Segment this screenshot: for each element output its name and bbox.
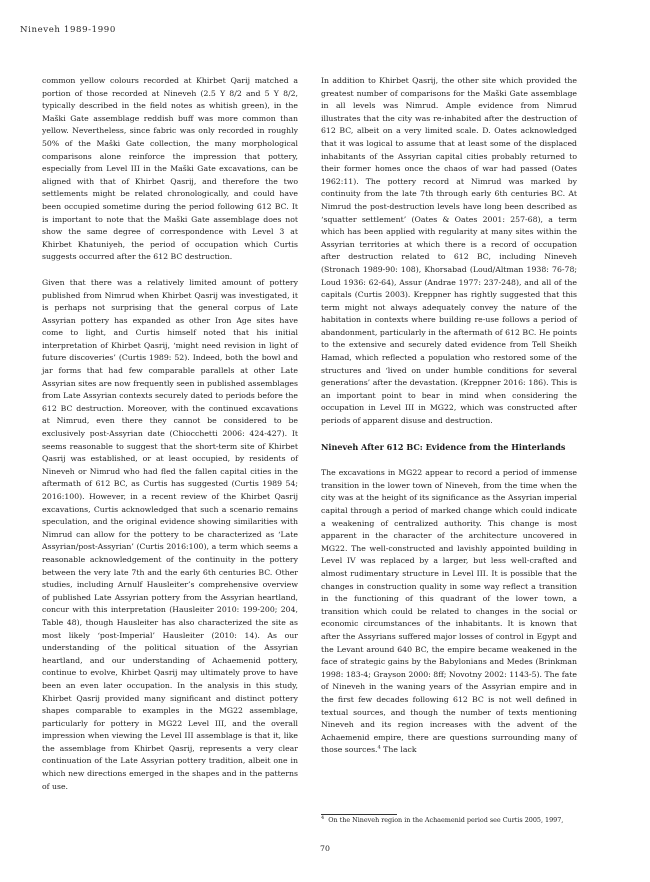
footnote-number: 4 bbox=[321, 814, 325, 821]
body-paragraph: In addition to Khirbet Qasrij, the other site which provided the greatest number of comparisons for the Maški Gate assemblage in all levels was Nimrud. Ample evidence from Nimrud illustrates that the city was re-inhabited after the destruction of 612 BC, albeit on a very limited scale. D. Oates acknowledged that it was logical to assume that at least some of the displaced inhabitants of the Assyrian capital cities probably returned to their former homes once the chaos of war had passed (Oates 1962:11). The pottery record at Nimrud was marked by continuity from the late 7th through early 6th centuries BC. At Nimrud the post-destruction levels have long been described as ‘squatter settlement’ (Oates & Oates 2001: 257-68), a term which has been applied with regularity at many sites within the Assyrian territories at which there is a record of occupation after destruction related to 612 BC, including Nineveh (Stronach 1989-90: 108), Khorsabad (Loud/Altman 1938: 76-78; Loud 1936: 62-64), Assur (Andrae 1977: 237-248), and all of the capitals (Curtis 2003). Kreppner has rightly suggested that this term might not always adequately convey the nature of the habitation in contexts where building re-use follows a period of abandonment, particularly in the aftermath of 612 BC. He points to the extensive and securely dated evidence from Tell Sheikh Hamad, which reflected a population who restored some of the structures and ‘lived on under humble conditions for several generations’ after the devastation. (Kreppner 2016: 186). This is an important point to bear in mind when considering the occupation in Level III in MG22, which was constructed after periods of apparent disuse and destruction. bbox=[321, 76, 577, 426]
footnote bbox=[321, 816, 591, 825]
footnote-divider bbox=[321, 814, 397, 815]
right-column bbox=[321, 75, 577, 757]
body-paragraph: common yellow colours recorded at Khirbet Qarij matched a portion of those recorded at Nineveh (2.5 Y 8/2 and 5 Y 8/2, typically described in the field notes as whitish green), in the Maški Gate assemblage reddish buff was more common than yellow. Nevertheless, since fabric was only recorded in roughly 50% of the Maški Gate collection, the many morphological comparisons alone reinforce the impression that pottery, especially from Level III in the Maški Gate excavations, can be aligned with that of Khirbet Qasrij, and therefore the two settlements might be related chronologically, and could have been occupied sometime during the period following 612 BC. It is important to note that the Maški Gate assemblage does not show the same degree of correspondence with Level 3 at Khirbet Khatuniyeh, the period of occupation which Curtis suggests occurred after the 612 BC destruction. bbox=[42, 76, 298, 262]
footnote-text: On the Nineveh region in the Achaemenid period see Curtis 2005, 1997, bbox=[328, 816, 564, 824]
paragraph-text: The excavations in MG22 appear to record a period of immense transition in the lower town of Nineveh, from the time when the city was at the height of its significance as the Assyrian imperial capital through a period of marked change which could indicate a weakening of centralized authority. This change is most apparent in the character of the architecture uncovered in MG22. The well-constructed and lavishly appointed building in Level IV was replaced by a larger, but less well-crafted and almost rudimentary structure in Level III. It is possible that the changes in construction quality in some way reflect a transition in the functioning of this quadrant of the lower town, a transition which could be related to changes in the social or economic circumstances of the inhabitants. It is known that after the Assyrians suffered major losses of control in Egypt and the Levant around 640 BC, the empire became weakened in the face of strategic gains by the Babylonians and Medes (Brinkman 1998: 183-4; Grayson 2000: 8ff; Novotny 2002: 1143-5). The fate of Nineveh in the waning years of the Assyrian empire and in the first few decades following 612 BC is not well defined in textual sources, and though the number of texts mentioning Nineveh and its region increases with the advent of the Achaemenid empire, there are questions surrounding many of those sources. bbox=[321, 468, 577, 755]
footnote-marker: 4 bbox=[377, 744, 381, 751]
body-paragraph: Given that there was a relatively limited amount of pottery published from Nimrud when Khirbet Qasrij was investigated, it is perhaps not surprising that the general corpus of Late Assyrian pottery has expanded as other Iron Age sites have come to light, and Curtis himself noted that his initial interpretation of Khirbet Qasrij, ‘might need revision in light of future discoveries’ (Curtis 1989: 52). Indeed, both the bowl and jar forms that had few comparable parallels at other Late Assyrian sites are now frequently seen in published assemblages from Late Assyrian contexts securely dated to periods before the 612 BC destruction. Moreover, with the continued excavations at Nimrud, even there they cannot be considered to be exclusively post-Assyrian date (Chiocchetti 2006: 424-427). It seems reasonable to suggest that the short-term site of Khirbet Qasrij was established, or at least occupied, by residents of Nineveh or Nimrud who had fled the fallen capital cities in the aftermath of 612 BC, as Curtis has suggested (Curtis 1989 54; 2016:100). However, in a recent review of the Khirbet Qasrij excavations, Curtis acknowledged that such a scenario remains speculation, and the original evidence showing similarities with Nimrud can allow for the pottery to be characterized as ‘Late Assyrian/post-Assyrian’ (Curtis 2016:100), a term which seems a reasonable acknowledgement of the continuity in the pottery between the very late 7th and the early 6th centuries BC. Other studies, including Arnulf Hausleiter’s comprehensive overview of published Late Assyrian pottery from the Assyrian heartland, concur with this interpretation (Hausleiter 2010: 199-200; 204, Table 48), though Hausleiter has also characterized the site as most likely ‘post-Imperial’ Hausleiter (2010: 14). As our understanding of the political situation of the Assyrian heartland, and our understanding of Achaemenid pottery, continue to evolve, Khirbet Qasrij may ultimately prove to have been an even later occupation. In the analysis in this study, Khirbet Qasrij provided many significant and distinct pottery shapes comparable to examples in the MG22 assemblage, particularly for pottery in MG22 Level III, and the overall impression when viewing the Level III assemblage is that it, like the assemblage from Khirbet Qasrij, represents a very clear continuation of the Late Assyrian pottery tradition, albeit one in which new directions emerged in the shapes and in the patterns of use. bbox=[42, 277, 298, 791]
page-number: 70 bbox=[320, 844, 330, 853]
section-heading: Nineveh After 612 BC: Evidence from the Hinterlands bbox=[321, 441, 566, 452]
left-column bbox=[42, 75, 298, 793]
body-paragraph bbox=[321, 467, 577, 757]
paragraph-continuation: The lack bbox=[380, 745, 417, 755]
running-head: Nineveh 1989-1990 bbox=[20, 25, 116, 35]
